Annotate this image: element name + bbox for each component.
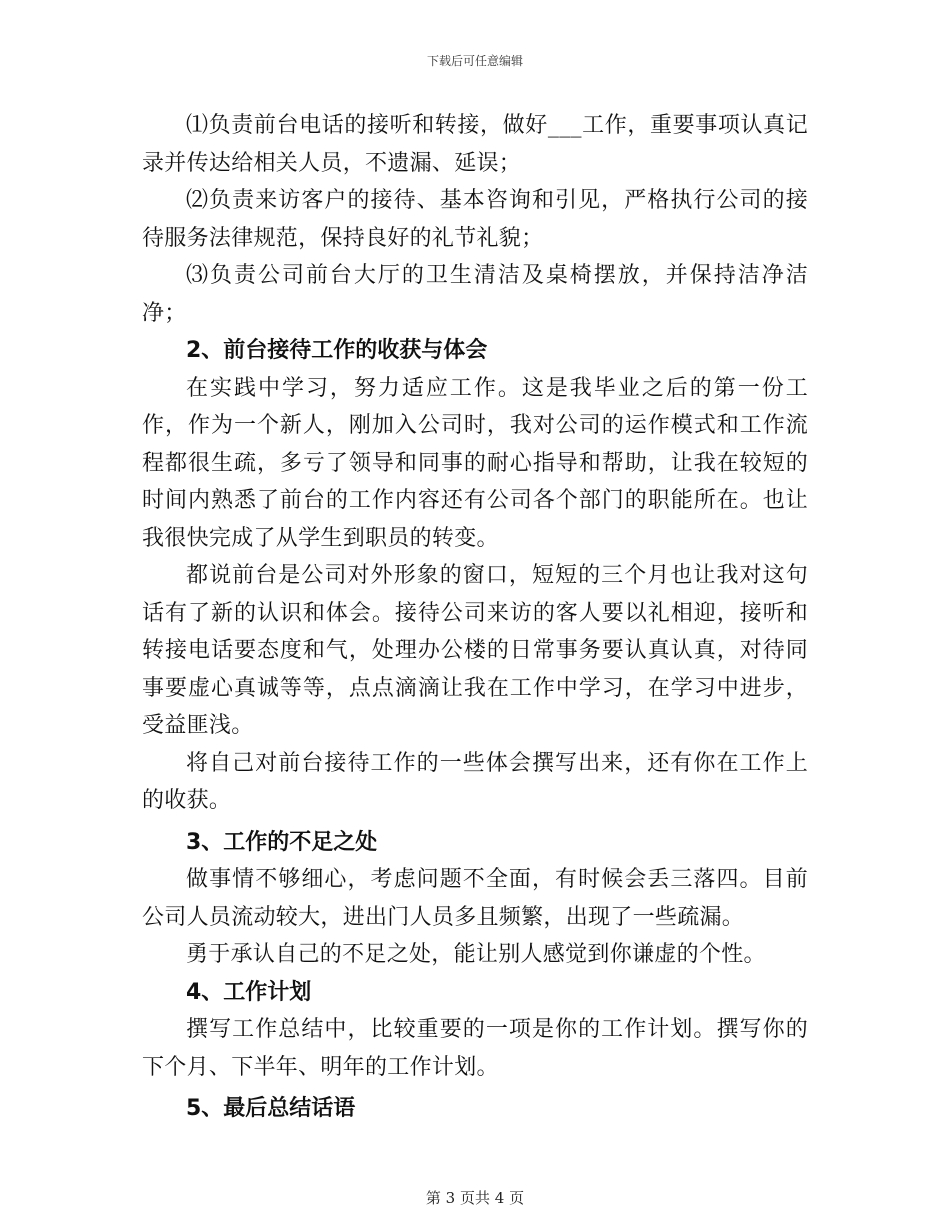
section-heading: 5、最后总结话语 bbox=[186, 1096, 356, 1121]
paragraph: 将自己对前台接待工作的一些体会撰写出来，还有你在工作上的收获。 bbox=[142, 750, 808, 813]
paragraph: 在实践中学习，努力适应工作。这是我毕业之后的第一份工作，作为一个新人，刚加入公司时，我对公司的运作模式和工作流程都很生疏，多亏了领导和同事的耐心指导和帮助，让我在较短的时间内熟悉了前台的工作内容还有公司各个部门的职能所在。也让我很快完成了从学生到职员的转变。 bbox=[142, 375, 808, 551]
paragraph: 都说前台是公司对外形象的窗口，短短的三个月也让我对这句话有了新的认识和体会。接待公司来访的客人要以礼相迎，接听和转接电话要态度和气，处理办公楼的日常事务要认真认真，对待同事要虚心真诚等等，点点滴滴让我在工作中学习，在学习中进步，受益匪浅。 bbox=[142, 563, 808, 738]
section-heading: 2、前台接待工作的收获与体会 bbox=[186, 338, 488, 363]
section-heading: 3、工作的不足之处 bbox=[186, 829, 378, 855]
section-heading: 4、工作计划 bbox=[186, 979, 312, 1005]
paragraph: 勇于承认自己的不足之处，能让别人感觉到你谦虚的个性。 bbox=[186, 942, 766, 967]
page-footer: 第 3 页共 4 页 bbox=[425, 1189, 525, 1207]
paragraph: 做事情不够细心，考虑问题不全面，有时候会丢三落四。目前公司人员流动较大，进出门人员多且频繁，出现了一些疏漏。 bbox=[142, 867, 808, 930]
list-item: ⑴负责前台电话的接听和转接，做好___工作，重要事项认真记录并传达给相关人员，不遗漏、延误； bbox=[142, 113, 808, 176]
list-item: ⑵负责来访客户的接待、基本咨询和引见，严格执行公司的接待服务法律规范，保持良好的礼节礼貌； bbox=[142, 188, 808, 251]
paragraph: 撰写工作总结中，比较重要的一项是你的工作计划。撰写你的下个月、下半年、明年的工作计划。 bbox=[142, 1017, 808, 1080]
list-item: ⑶负责公司前台大厅的卫生清洁及桌椅摆放，并保持洁净洁净； bbox=[142, 263, 808, 326]
page-header: 下载后可任意编辑 bbox=[426, 54, 523, 68]
document-body bbox=[142, 107, 808, 1128]
